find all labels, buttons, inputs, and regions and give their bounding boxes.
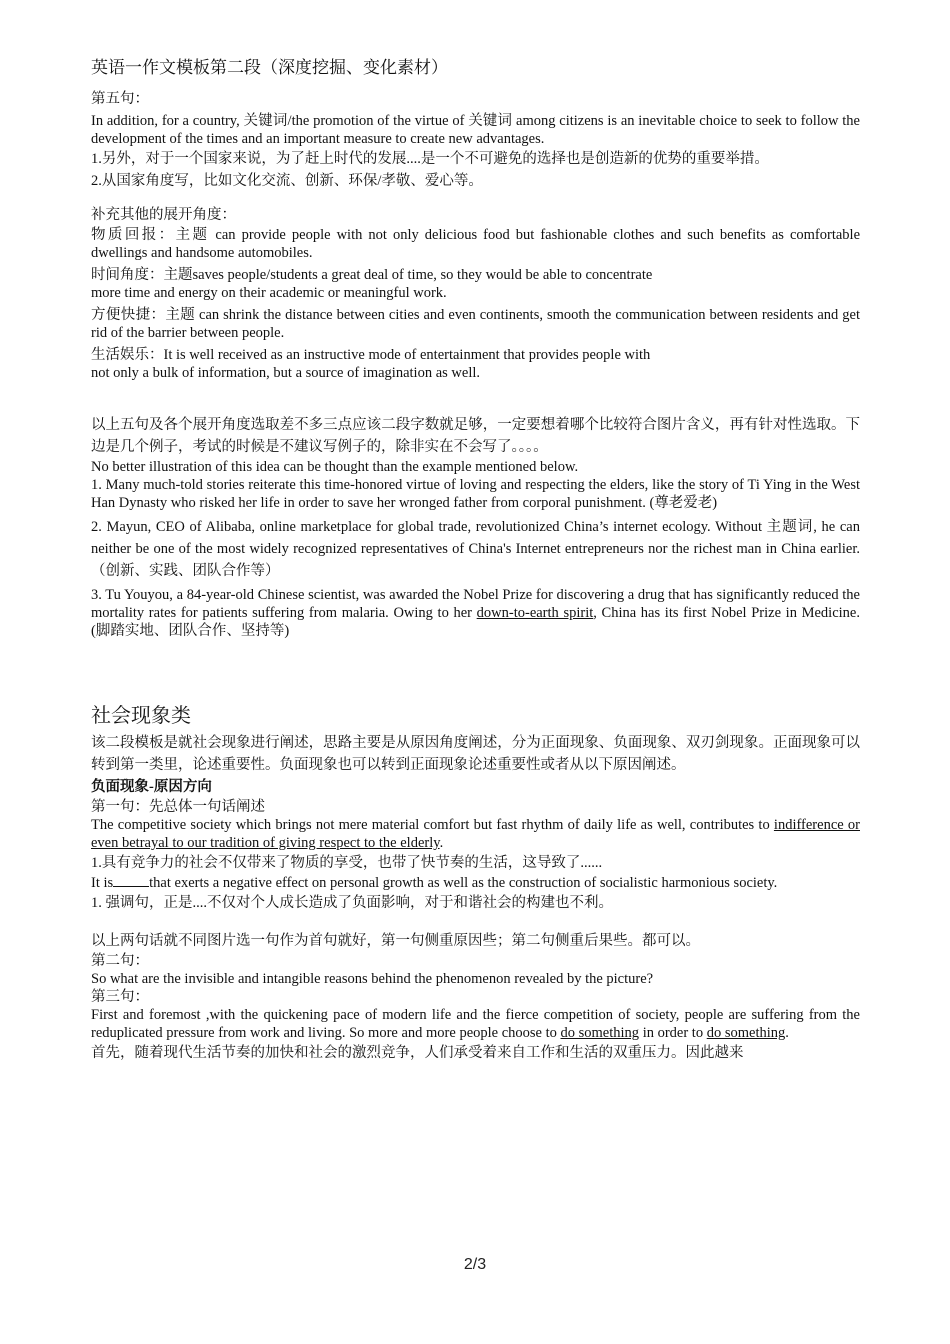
angle-entertainment-text-1: It is well received as an instructive mode of entertainment that provides people with xyxy=(163,347,651,363)
document-page xyxy=(91,56,860,1064)
sentence5-chinese-1: 1.另外，对于一个国家来说，为了赶上时代的发展....是一个不可避免的选择也是创造新的优势的重要举措。 xyxy=(91,151,769,167)
example-3-underlined: down-to-earth spirit xyxy=(476,605,594,621)
social-s1-text-a: The competitive society which brings not mere material comfort but fast rhythm of daily life as well, contributes to xyxy=(91,817,774,833)
angle-time-text-2: more time and energy on their academic or meaningful work. xyxy=(91,285,447,301)
social-alt-text-b: that exerts a negative effect on personal growth as well as the construction of socialistic harmonious society. xyxy=(149,875,778,891)
document-title: 英语一作文模板第二段（深度挖掘、变化素材） xyxy=(91,58,448,78)
fill-blank xyxy=(113,874,149,887)
social-alt-text-a: It is xyxy=(91,875,114,891)
spacer xyxy=(91,192,860,204)
social-s3-english xyxy=(91,1006,860,1042)
sentence5-english: In addition, for a country, 关键词/the promotion of the virtue of 关键词 among citizens is an inevitable choice to seek to follow the development of the times and an important measure to create new advantages. xyxy=(91,113,860,147)
angle-convenience-text: 主题 can shrink the distance between cities and even continents, smooth the communication between residents and get rid of the barrier between people. xyxy=(91,307,861,341)
angle-time-label: 时间角度： xyxy=(91,267,164,283)
social-s1-label: 第一句：先总体一句话阐述 xyxy=(91,799,265,815)
spacer xyxy=(91,382,860,410)
angles-label: 补充其他的展开角度： xyxy=(91,207,236,223)
angle-material xyxy=(91,226,860,262)
social-s3-chinese: 首先，随着现代生活节奏的加快和社会的激烈竞争，人们承受着来自工作和生活的双重压力。因此越来 xyxy=(91,1045,744,1061)
spacer xyxy=(91,914,860,926)
section-heading-social: 社会现象类 xyxy=(91,703,191,727)
social-subheading: 负面现象-原因方向 xyxy=(91,779,212,795)
example-3-text-a: 3. Tu Youyou, a 84-year-old Chinese scientist, was awarded the Nobel Prize for discovering a drug that has significantly reduced the mortality rates for patients suffering from malaria. Owing to her xyxy=(91,587,860,621)
angle-material-label: 物质回报： xyxy=(91,227,176,243)
example-2: 2. Mayun, CEO of Alibaba, online marketplace for global trade, revolutionized China’s internet ecology. Without 主题词, he can neither be one of the most widely recognized representatives of China's Internet entrepreneurs nor the richest man in China earlier.（创新、实践、团队合作等） xyxy=(91,519,860,579)
angle-time-text-1: 主题saves people/students a great deal of time, so they would be able to concentrate xyxy=(163,267,653,283)
social-s3-underlined-1: do something xyxy=(560,1025,640,1041)
social-note: 以上两句话就不同图片选一句作为首句就好，第一句侧重原因些；第二句侧重后果些。都可以。 xyxy=(91,933,700,949)
angle-material-text: 主题 can provide people with not only delicious food but fashionable clothes and such benefits as comfortable dwellings and handsome automobiles. xyxy=(91,227,861,261)
social-s3-text-c: . xyxy=(785,1025,789,1041)
social-alt-chinese: 1. 强调句，正是....不仅对个人成长造成了负面影响，对于和谐社会的构建也不利。 xyxy=(91,895,613,911)
spacer xyxy=(91,640,860,700)
social-intro: 该二段模板是就社会现象进行阐述，思路主要是从原因角度阐述，分为正面现象、负面现象、双刃剑现象。正面现象可以转到第一类里，论述重要性。负面现象也可以转到正面现象论述重要性或者从以下原因阐述。 xyxy=(91,735,860,773)
social-s3-underlined-2: do something xyxy=(706,1025,786,1041)
social-s3-label: 第三句： xyxy=(91,989,149,1005)
example-1: 1. Many much-told stories reiterate this time-honored virtue of loving and respecting the elders, like the story of Ti Ying in the West Han Dynasty who risked her life in order to save her wronged father from corporal punishment. (尊老爱老) xyxy=(91,477,860,511)
social-alt-english xyxy=(91,874,860,892)
social-s1-underlined: indifference or even betrayal to our tradition of giving respect to the elderly xyxy=(91,817,860,851)
social-s1-text-b: . xyxy=(439,835,444,851)
sentence5-label: 第五句： xyxy=(91,91,149,107)
angle-entertainment-text-2: not only a bulk of information, but a source of imagination as well. xyxy=(91,365,481,381)
example-3 xyxy=(91,586,860,640)
example-3-text-b: , China has its first Nobel Prize in Medicine. (脚踏实地、团队合作、坚持等) xyxy=(91,605,860,639)
angle-entertainment xyxy=(91,346,860,382)
social-s1-chinese: 1.具有竞争力的社会不仅带来了物质的享受，也带了快节奏的生活，这导致了...... xyxy=(91,855,603,871)
angle-convenience xyxy=(91,306,860,342)
angle-convenience-label: 方便快捷： xyxy=(91,307,166,323)
summary-english: No better illustration of this idea can be thought than the example mentioned below. xyxy=(91,459,579,475)
angle-entertainment-label: 生活娱乐： xyxy=(91,347,164,363)
angle-time xyxy=(91,266,860,302)
page-number: 2/3 xyxy=(463,1256,487,1273)
social-s2-english: So what are the invisible and intangible reasons behind the phenomenon revealed by the picture? xyxy=(91,971,654,987)
social-s3-text-b: in order to xyxy=(639,1025,707,1041)
summary-chinese: 以上五句及各个展开角度选取差不多三点应该二段字数就足够，一定要想着哪个比较符合图片含义，再有针对性选取。下边是几个例子，考试的时候是不建议写例子的，除非实在不会写了。。。。 xyxy=(91,417,860,455)
sentence5-chinese-2: 2.从国家角度写，比如文化交流、创新、环保/孝敬、爱心等。 xyxy=(91,173,483,189)
social-s3-text-a: First and foremost ,with the quickening pace of modern life and the fierce competition of society, people are suffering from the reduplicated pressure from work and living. So more and more people choose to xyxy=(91,1007,860,1041)
social-s2-label: 第二句： xyxy=(91,953,149,969)
social-s1-english xyxy=(91,816,860,852)
